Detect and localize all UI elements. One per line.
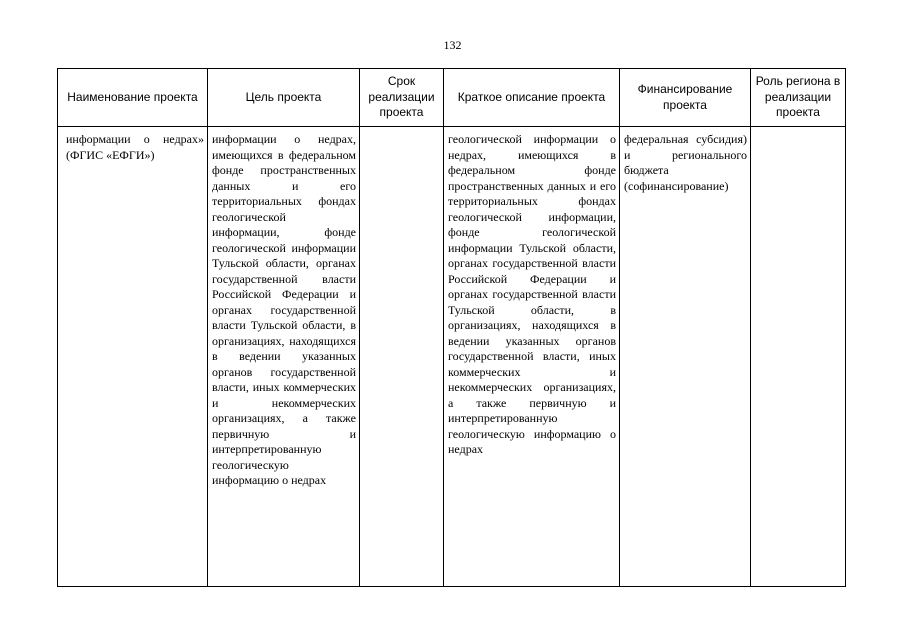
header-project-financing: Финансирование проекта — [620, 69, 751, 127]
project-goal-text: информации о недрах, имеющихся в федеральном фонде пространственных данных и его территориальных фондах геологической информации, фонде геологической информации Тульской области, органах государственной власти Российской Федерации и органах государственной власти Тульской области, в организациях, находящихся в ведении указанных органов государственной власти, иных коммерческих и некоммерческих организациях, а также первичную и интерпретированную геологическую информацию о недрах — [212, 132, 356, 487]
header-project-name: Наименование проекта — [58, 69, 208, 127]
project-name-text: информации о недрах» (ФГИС «ЕФГИ») — [66, 132, 204, 162]
region-role-text — [751, 127, 845, 132]
cell-project-name — [58, 127, 208, 587]
header-project-description: Краткое описание проекта — [444, 69, 620, 127]
cell-project-term — [360, 127, 444, 587]
table-header-row — [58, 69, 846, 127]
project-financing-text: федеральная субсидия) и регионального бюджета (софинансирование) — [624, 132, 747, 193]
cell-region-role — [751, 127, 846, 587]
header-project-term: Срок реализации проекта — [360, 69, 444, 127]
cell-project-financing — [620, 127, 751, 587]
header-project-goal: Цель проекта — [208, 69, 360, 127]
cell-project-description — [444, 127, 620, 587]
project-description-text: геологической информации о недрах, имеющихся в федеральном фонде пространственных данных и его территориальных фондах геологической информации, фонде геологической информации Тульской области, органах государственной власти Российской Федерации и органах государственной власти Тульской области, в организациях, находящихся в ведении указанных органов государственной власти, иных коммерческих и некоммерческих организациях, а также первичную и интерпретированную геологическую информацию о недрах — [448, 132, 616, 456]
table-row — [58, 127, 846, 587]
project-term-text — [360, 127, 443, 132]
cell-project-goal — [208, 127, 360, 587]
projects-table — [57, 68, 846, 587]
header-region-role: Роль региона в реализации проекта — [751, 69, 846, 127]
page-number: 132 — [443, 38, 462, 52]
